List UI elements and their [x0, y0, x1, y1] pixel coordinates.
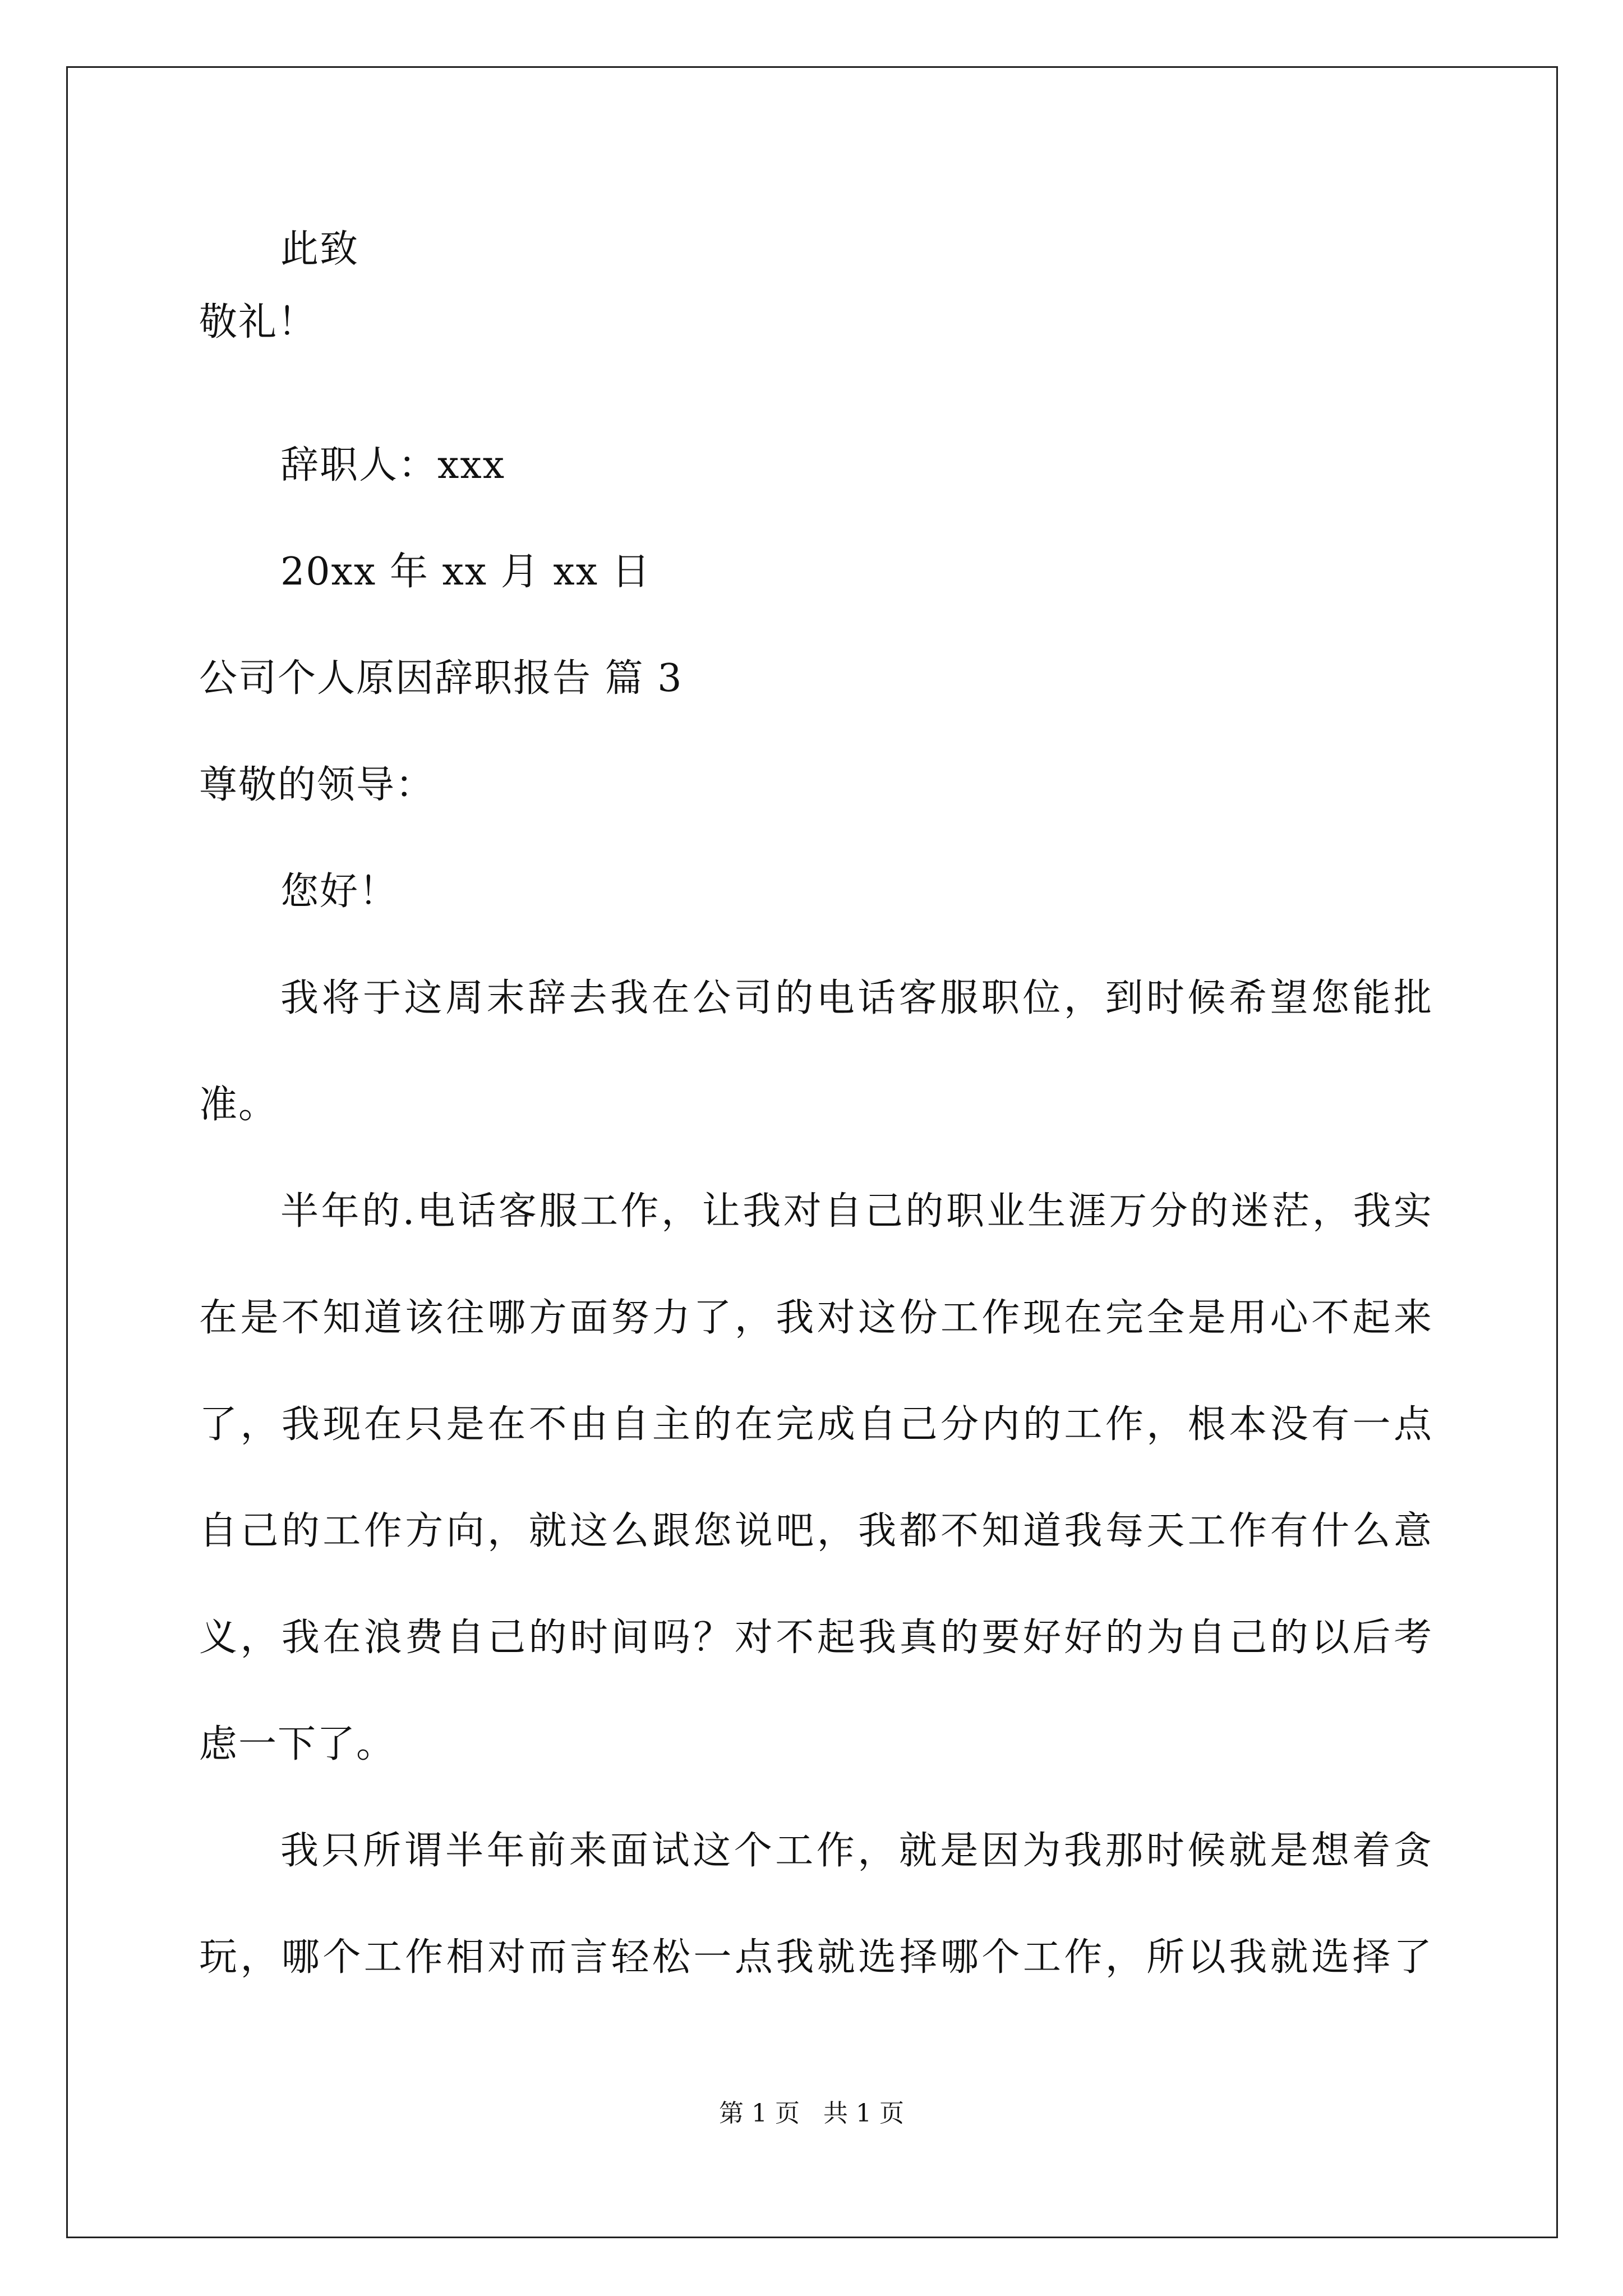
paragraph-line: 在是不知道该往哪方面努力了，我对这份工作现在完全是用心不起来 — [199, 1296, 1433, 1340]
paragraph-line: 自己的工作方向，就这么跟您说吧，我都不知道我每天工作有什么意 — [199, 1509, 1433, 1553]
section-heading: 公司个人原因辞职报告 篇 3 — [199, 656, 683, 701]
closing-phrase: 此致 — [280, 227, 359, 272]
paragraph-line: 玩，哪个工作相对而言轻松一点我就选择哪个工作，所以我就选择了 — [199, 1935, 1433, 1980]
paragraph-line: 准。 — [199, 1083, 278, 1127]
page-border — [66, 66, 1558, 2238]
recipient-greeting: 尊敬的领导： — [199, 763, 435, 807]
page-footer: 第 1 页 共 1 页 — [719, 2099, 904, 2128]
greeting-line: 您好！ — [280, 869, 399, 914]
paragraph-line: 半年的.电话客服工作，让我对自己的职业生涯万分的迷茫，我实 — [280, 1189, 1433, 1234]
paragraph-line: 我将于这周末辞去我在公司的电话客服职位，到时候希望您能批 — [280, 976, 1433, 1020]
paragraph-line: 了，我现在只是在不由自主的在完成自己分内的工作，根本没有一点 — [199, 1402, 1433, 1447]
paragraph-line: 虑一下了。 — [199, 1722, 396, 1766]
paragraph-line: 我只所谓半年前来面试这个工作，就是因为我那时候就是想着贪 — [280, 1829, 1433, 1873]
signature-date: 20xx 年 xx 月 xx 日 — [280, 550, 651, 594]
resigner-signature: 辞职人：xxx — [280, 443, 506, 487]
salutation-regards: 敬礼！ — [199, 300, 317, 344]
paragraph-line: 义，我在浪费自己的时间吗？对不起我真的要好好的为自己的以后考 — [199, 1616, 1433, 1660]
